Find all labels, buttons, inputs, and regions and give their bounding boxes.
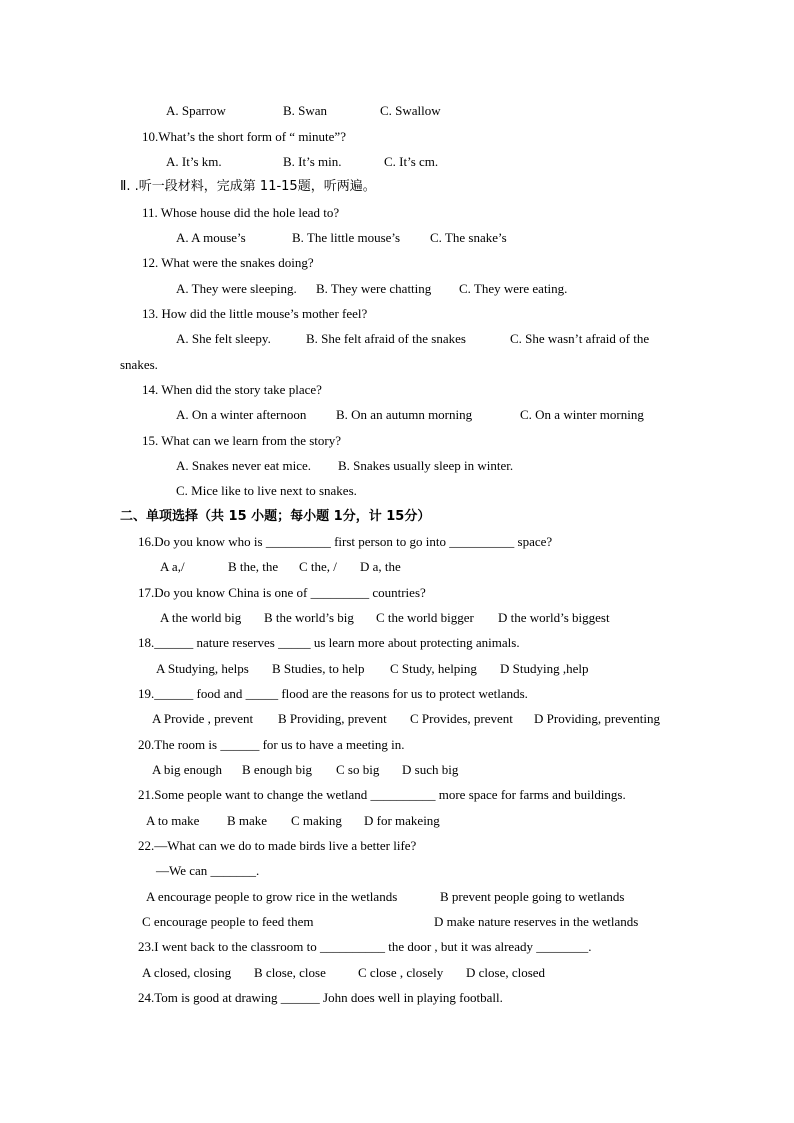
q22-option-b: B prevent people going to wetlands (440, 889, 625, 904)
q18-option-b: B Studies, to help (272, 661, 365, 676)
q9-option-c: C. Swallow (380, 103, 441, 118)
q15-option-a: A. Snakes never eat mice. (176, 458, 312, 473)
q12-option-b: B. They were chatting (316, 281, 432, 296)
q11-option-c: C. The snake’s (430, 230, 507, 245)
question-17: 17.Do you know China is one of _________ countries? (138, 585, 426, 600)
q14-option-a: A. On a winter afternoon (176, 407, 307, 422)
question-18: 18.______ nature reserves _____ us learn more about protecting animals. (138, 635, 520, 650)
part-2-heading: 二、单项选择（共 15 小题；每小题 1分，计 15分） (120, 509, 431, 524)
question-21: 21.Some people want to change the wetland __________ more space for farms and buildings. (138, 787, 626, 802)
question-20: 20.The room is ______ for us to have a meeting in. (138, 737, 405, 752)
q23-option-c: C close , closely (358, 965, 444, 980)
q21-option-c: C making (291, 813, 342, 828)
section-ii-heading: Ⅱ. .听一段材料，完成第 11-15题，听两遍。 (120, 179, 376, 194)
q17-option-d: D the world’s biggest (498, 610, 610, 625)
q20-option-a: A big enough (152, 762, 223, 777)
q20-option-d: D such big (402, 762, 459, 777)
q16-option-a: A a,/ (160, 559, 185, 574)
q9-option-a: A. Sparrow (166, 103, 226, 118)
q21-option-d: D for makeing (364, 813, 440, 828)
q12-option-a: A. They were sleeping. (176, 281, 297, 296)
question-11: 11. Whose house did the hole lead to? (142, 205, 340, 220)
q14-option-c: C. On a winter morning (520, 407, 644, 422)
q21-option-a: A to make (146, 813, 200, 828)
question-23: 23.I went back to the classroom to __________ the door , but it was already ________. (138, 939, 592, 954)
q10-option-c: C. It’s cm. (384, 154, 439, 169)
q17-option-b: B the world’s big (264, 610, 354, 625)
q20-option-c: C so big (336, 762, 380, 777)
q13-option-b: B. She felt afraid of the snakes (306, 331, 466, 346)
q22-option-d: D make nature reserves in the wetlands (434, 914, 639, 929)
q22-option-a: A encourage people to grow rice in the wetlands (146, 889, 398, 904)
q9-option-b: B. Swan (283, 103, 328, 118)
q10-option-a: A. It’s km. (166, 154, 222, 169)
q23-option-a: A closed, closing (142, 965, 232, 980)
question-19: 19.______ food and _____ flood are the reasons for us to protect wetlands. (138, 686, 528, 701)
q16-option-b: B the, the (228, 559, 279, 574)
q17-option-a: A the world big (160, 610, 242, 625)
q15-option-c: C. Mice like to live next to snakes. (176, 483, 357, 498)
question-24: 24.Tom is good at drawing ______ John does well in playing football. (138, 990, 503, 1005)
q23-option-b: B close, close (254, 965, 326, 980)
q15-option-b: B. Snakes usually sleep in winter. (338, 458, 514, 473)
question-15: 15. What can we learn from the story? (142, 433, 342, 448)
q11-option-b: B. The little mouse’s (292, 230, 401, 245)
q19-option-d: D Providing, preventing (534, 711, 661, 726)
q19-option-b: B Providing, prevent (278, 711, 387, 726)
question-13: 13. How did the little mouse’s mother feel? (142, 306, 368, 321)
question-16: 16.Do you know who is __________ first person to go into __________ space? (138, 534, 553, 549)
q16-option-c: C the, / (299, 559, 337, 574)
question-10: 10.What’s the short form of “ minute”? (142, 129, 346, 144)
q18-option-c: C Study, helping (390, 661, 477, 676)
q13-option-c-continued: snakes. (120, 357, 158, 372)
q23-option-d: D close, closed (466, 965, 546, 980)
q18-option-a: A Studying, helps (156, 661, 249, 676)
q20-option-b: B enough big (242, 762, 313, 777)
q17-option-c: C the world bigger (376, 610, 474, 625)
question-12: 12. What were the snakes doing? (142, 255, 314, 270)
q10-option-b: B. It’s min. (283, 154, 342, 169)
q16-option-d: D a, the (360, 559, 401, 574)
question-14: 14. When did the story take place? (142, 382, 322, 397)
q13-option-c: C. She wasn’t afraid of the (510, 331, 650, 346)
q13-option-a: A. She felt sleepy. (176, 331, 271, 346)
q22-option-c: C encourage people to feed them (142, 914, 314, 929)
q19-option-a: A Provide , prevent (152, 711, 254, 726)
question-22: 22.—What can we do to made birds live a better life? (138, 838, 417, 853)
q14-option-b: B. On an autumn morning (336, 407, 473, 422)
q11-option-a: A. A mouse’s (176, 230, 246, 245)
q21-option-b: B make (227, 813, 268, 828)
q12-option-c: C. They were eating. (459, 281, 568, 296)
q19-option-c: C Provides, prevent (410, 711, 513, 726)
q22-answer-prompt: —We can _______. (156, 863, 260, 878)
q18-option-d: D Studying ,help (500, 661, 589, 676)
